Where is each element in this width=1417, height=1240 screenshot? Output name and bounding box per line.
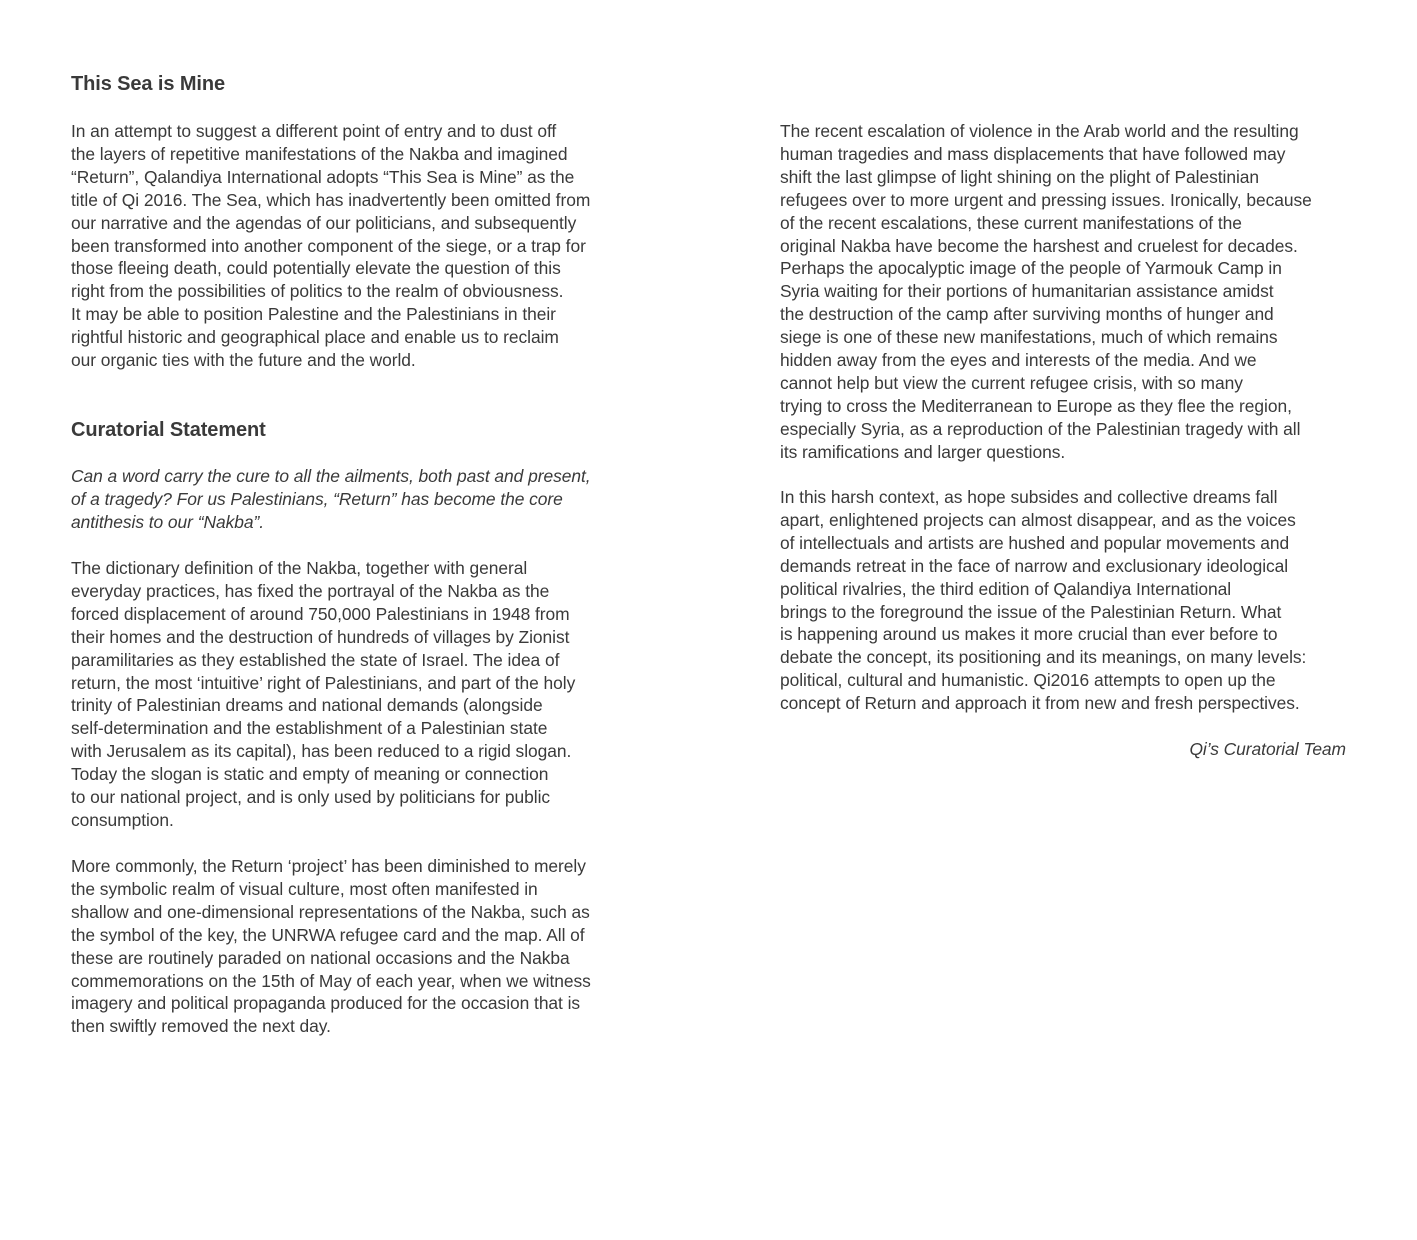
section-heading-this-sea-is-mine: This Sea is Mine bbox=[71, 73, 226, 95]
curatorial-intro-italic: Can a word carry the cure to all the ailments, both past and present, of a tragedy? For us Palestinians, “Return” has become the core antithesis to our “Nakba”. bbox=[71, 466, 591, 532]
section-heading-curatorial-statement: Curatorial Statement bbox=[71, 419, 266, 441]
signature: Qi’s Curatorial Team bbox=[1189, 739, 1346, 759]
curatorial-paragraph-2: More commonly, the Return ‘project’ has been diminished to merely the symbolic realm of visual culture, most often manifested in shallow and one-dimensional representations of the Nakba, such as the symbol of the key, the UNRWA refugee card and the map. All of these are routinely paraded on national occasions and the Nakba commemorations on the 15th of May of each year, when we witness imagery and political propaganda produced for the occasion that is then swiftly removed the next day. bbox=[71, 856, 591, 1037]
curatorial-paragraph-1: The dictionary definition of the Nakba, together with general everyday practices, has fixed the portrayal of the Nakba as the forced displacement of around 750,000 Palestinians in 1948 from their homes and the destruction of hundreds of villages by Zionist paramilitaries as they established the state of Israel. The idea of return, the most ‘intuitive’ right of Palestinians, and part of the holy trinity of Palestinian dreams and national demands (alongside self-determination and the establishment of a Palestinian state with Jerusalem as its capital), has been reduced to a rigid slogan. Today the slogan is static and empty of meaning or connection to our national project, and is only used by politicians for public consumption. bbox=[71, 558, 576, 830]
intro-paragraph: In an attempt to suggest a different point of entry and to dust off the layers of repetitive manifestations of the Nakba and imagined “Return”, Qalandiya International adopts “This Sea is Mine” as the title of Qi 2016. The Sea, which has inadvertently been omitted from our narrative and the agendas of our politicians, and subsequently been transformed into another component of the siege, or a trap for those fleeing death, could potentially elevate the question of this right from the possibilities of politics to the realm of obviousness. It may be able to position Palestine and the Palestinians in their rightful historic and geographical place and enable us to reclaim our organic ties with the future and the world. bbox=[71, 121, 591, 371]
right-paragraph-2: In this harsh context, as hope subsides and collective dreams fall apart, enlightened projects can almost disappear, and as the voices of intellectuals and artists are hushed and popular movements and demands retreat in the face of narrow and exclusionary ideological political rivalries, the third edition of Qalandiya International brings to the foreground the issue of the Palestinian Return. What is happening around us makes it more crucial than ever before to debate the concept, its positioning and its meanings, on many levels: political, cultural and humanistic. Qi2016 attempts to open up the concept of Return and approach it from new and fresh perspectives. bbox=[780, 487, 1307, 714]
right-paragraph-1: The recent escalation of violence in the Arab world and the resulting human tragedies and mass displacements that have followed may shift the last glimpse of light shining on the plight of Palestinian refugees over to more urgent and pressing issues. Ironically, because of the recent escalations, these current manifestations of the original Nakba have become the harshest and cruelest for decades. Perhaps the apocalyptic image of the people of Yarmouk Camp in Syria waiting for their portions of humanitarian assistance amidst the destruction of the camp after surviving months of hunger and siege is one of these new manifestations, much of which remains hidden away from the eyes and interests of the media. And we cannot help but view the current refugee crisis, with so many trying to cross the Mediterranean to Europe as they flee the region, especially Syria, as a reproduction of the Palestinian tragedy with all its ramifications and larger questions. bbox=[780, 121, 1312, 462]
